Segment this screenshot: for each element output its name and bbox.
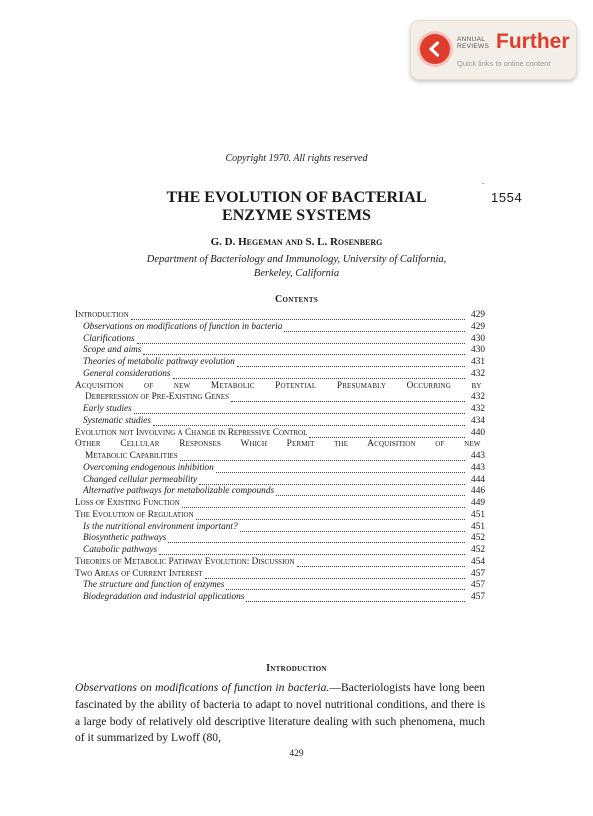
banner-tagline: Quick links to online content <box>457 59 551 68</box>
title-line-2: ENZYME SYSTEMS <box>222 207 371 224</box>
toc-entry-title: Systematic studies <box>83 415 151 426</box>
toc-page-number: 452 <box>471 533 485 544</box>
toc-entry-title: Two Areas of Current Interest <box>75 568 203 579</box>
toc-page-number: 443 <box>471 462 485 473</box>
toc-page-number: 451 <box>471 509 485 520</box>
toc-leader-dots <box>205 577 465 579</box>
contents-heading: Contents <box>274 294 319 305</box>
toc-entry <box>75 404 485 416</box>
toc-page-number: 449 <box>471 498 485 508</box>
toc-page-number: 440 <box>471 427 485 438</box>
toc-entry <box>75 369 485 381</box>
toc-entry <box>75 439 485 451</box>
toc-entry-title: Catabolic pathways <box>83 545 158 555</box>
toc-page-number: 429 <box>471 310 485 320</box>
toc-entry-title: General considerations <box>83 368 171 379</box>
toc-leader-dots <box>246 600 465 602</box>
toc-entry <box>75 451 485 463</box>
toc-entry-title: Is the nutritional environment important? <box>83 521 238 532</box>
toc-page-number: 430 <box>471 345 485 356</box>
toc-page-number: 446 <box>471 486 485 497</box>
toc-leader-dots <box>173 377 465 379</box>
toc-entry <box>75 569 485 581</box>
toc-leader-dots <box>237 365 465 367</box>
toc-page-number: 457 <box>471 568 485 579</box>
article-title <box>0 189 593 225</box>
toc-page-number: 454 <box>471 556 485 567</box>
toc-leader-dots <box>153 424 465 426</box>
toc-leader-dots <box>216 471 465 473</box>
toc-entry <box>75 580 485 592</box>
toc-leader-dots <box>240 530 465 532</box>
document-number: 1554 <box>491 190 523 205</box>
toc-entry <box>75 322 485 334</box>
toc-entry <box>75 310 485 322</box>
toc-entry-title: Metabolic Capabilities <box>85 451 178 461</box>
toc-leader-dots <box>199 483 465 485</box>
toc-entry-title: Evolution not Involving a Change in Repressive Control <box>75 427 308 438</box>
further-banner[interactable] <box>410 20 577 80</box>
toc-page-number: 457 <box>471 580 485 591</box>
toc-entry <box>75 522 485 534</box>
page-number: 429 <box>289 749 304 759</box>
toc-entry-title: Clarifications <box>83 333 135 344</box>
title-line-1: THE EVOLUTION OF BACTERIAL <box>166 189 427 206</box>
toc-entry-title: Derepression of Pre-Existing Genes <box>85 392 230 403</box>
toc-entry-title: The Evolution of Regulation <box>75 509 194 520</box>
toc-page-number: 432 <box>471 404 485 414</box>
toc-leader-dots <box>182 506 465 508</box>
publisher-wordmark: ANNUAL REVIEWS <box>457 36 490 50</box>
toc-leader-dots <box>137 342 465 344</box>
toc-page-number: 451 <box>471 521 485 532</box>
toc-leader-dots <box>168 541 465 543</box>
toc-leader-dots <box>180 459 465 461</box>
toc-entry-title: Biodegradation and industrial applications <box>83 592 245 602</box>
affiliation-line-1: Department of Bacteriology and Immunology, University of California, <box>146 254 447 265</box>
toc-entry-title: Observations on modifications of function in bacteria <box>83 321 283 332</box>
copyright-notice: Copyright 1970. All rights reserved <box>225 153 368 164</box>
toc-entry <box>75 416 485 428</box>
toc-entry <box>75 392 485 404</box>
section-heading: Introduction <box>266 663 327 674</box>
toc-entry-title: Other Cellular Responses Which Permit the Acquisition of new <box>75 439 481 450</box>
back-arrow-icon <box>420 34 450 64</box>
toc-entry-title: Scope and aims <box>83 345 142 356</box>
toc-page-number: 429 <box>471 321 485 332</box>
paragraph-text: —Bacteriologists have long been fascinated by the ability of bacteria to adapt to novel nutritional conditions, and there is a large body of relatively old descriptive literature dealing with such phenomena, much of it summarized by Lwoff (80, <box>75 681 485 745</box>
toc-entry <box>75 357 485 369</box>
toc-leader-dots <box>226 588 465 590</box>
toc-entry <box>75 428 485 440</box>
table-of-contents <box>75 310 485 604</box>
toc-page-number: 432 <box>471 368 485 379</box>
toc-page-number: 457 <box>471 592 485 602</box>
affiliation-line-2: Berkeley, California <box>253 268 340 279</box>
run-in-heading: Observations on modifications of function in bacteria. <box>75 681 330 694</box>
margin-mark: - <box>482 181 484 187</box>
authors: G. D. Hegeman and S. L. Rosenberg <box>210 236 383 248</box>
toc-entry <box>75 510 485 522</box>
affiliation <box>0 253 593 281</box>
toc-entry-title: Changed cellular permeability <box>83 474 198 485</box>
toc-entry <box>75 463 485 475</box>
toc-page-number: 452 <box>471 545 485 555</box>
toc-leader-dots <box>284 330 465 332</box>
toc-page-number: 443 <box>471 451 485 461</box>
toc-entry <box>75 345 485 357</box>
toc-entry-title: Theories of Metabolic Pathway Evolution: Discussion <box>75 556 295 567</box>
toc-entry <box>75 475 485 487</box>
toc-leader-dots <box>276 494 465 496</box>
toc-page-number: 444 <box>471 474 485 485</box>
toc-entry-title: Loss of Existing Function <box>75 498 180 508</box>
toc-entry <box>75 486 485 498</box>
toc-entry-title: Alternative pathways for metabolizable compounds <box>83 486 275 497</box>
toc-entry <box>75 533 485 545</box>
further-brand: Further <box>496 30 570 53</box>
toc-entry-title: Overcoming endogenous inhibition <box>83 462 214 473</box>
body-paragraph <box>75 680 485 747</box>
toc-leader-dots <box>309 436 465 438</box>
toc-page-number: 430 <box>471 333 485 344</box>
toc-entry-title: Theories of metabolic pathway evolution <box>83 357 235 367</box>
toc-entry <box>75 592 485 604</box>
toc-page-number: 431 <box>471 357 485 367</box>
toc-leader-dots <box>231 400 465 402</box>
toc-leader-dots <box>196 518 465 520</box>
toc-leader-dots <box>159 553 465 555</box>
toc-entry-title: Early studies <box>83 404 132 414</box>
toc-entry-title: Acquisition of new Metabolic Potential Presumably Occurring by <box>75 380 482 391</box>
toc-entry <box>75 334 485 346</box>
toc-entry-title: Biosynthetic pathways <box>83 533 167 544</box>
toc-page-number: 432 <box>471 392 485 403</box>
toc-leader-dots <box>297 565 465 567</box>
toc-entry-title: Introduction <box>75 310 129 320</box>
toc-entry-title: The structure and function of enzymes <box>83 580 225 591</box>
toc-entry <box>75 381 485 393</box>
toc-entry <box>75 557 485 569</box>
toc-leader-dots <box>131 318 465 320</box>
toc-page-number: 434 <box>471 415 485 426</box>
toc-entry <box>75 498 485 510</box>
toc-leader-dots <box>134 412 465 414</box>
toc-entry <box>75 545 485 557</box>
toc-leader-dots <box>143 353 465 355</box>
